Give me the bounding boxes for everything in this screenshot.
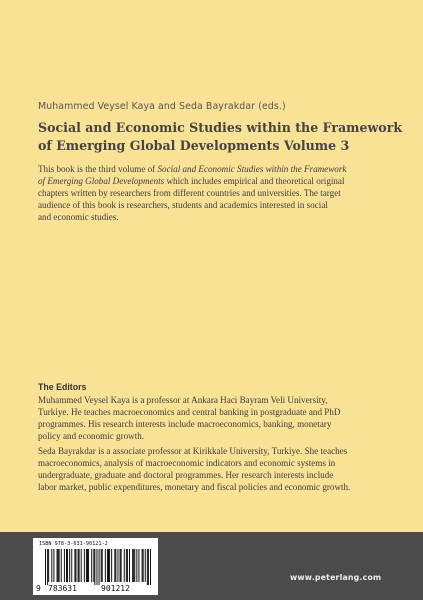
- barcode-bar: [81, 549, 82, 582]
- barcode-bar: [79, 549, 80, 582]
- barcode-bar: [64, 549, 65, 582]
- bio-line: macroeconomics, analysis of macroeconomic indicators and economic systems in: [38, 458, 336, 468]
- barcode-digit-lead: 9: [36, 584, 41, 593]
- barcode-bar: [91, 549, 92, 582]
- barcode-bar: [58, 549, 59, 582]
- description-line: audience of this book is researchers, students and academics interested in social: [38, 200, 328, 210]
- barcode-bar: [88, 549, 89, 582]
- barcode-bar: [145, 549, 146, 582]
- barcode-bar: [96, 549, 97, 585]
- barcode-bar: [51, 549, 52, 582]
- bio-line: undergraduate, graduate and doctoral programmes. Her research interests include: [38, 470, 334, 480]
- barcode-bar: [124, 549, 125, 582]
- barcode-bar: [53, 549, 54, 582]
- barcode-bar: [108, 549, 109, 582]
- barcode-bar: [111, 549, 112, 582]
- description-line: of Emerging Global Developments which includes empirical and theoretical original: [38, 176, 345, 186]
- barcode-bar: [47, 549, 48, 585]
- barcode-icon: [35, 549, 156, 593]
- barcode-bar: [94, 549, 95, 585]
- bio-line: labor market, public expenditures, monetary and fiscal policies and economic growth.: [38, 482, 351, 492]
- editors-heading: The Editors: [38, 382, 87, 392]
- barcode-digits-right: 901212: [101, 584, 130, 593]
- editors-line: Muhammed Veysel Kaya and Seda Bayrakdar (eds.): [38, 101, 286, 112]
- barcode-bar: [61, 549, 62, 582]
- barcode-bar: [109, 549, 110, 582]
- publisher-url[interactable]: www.peterlang.com: [290, 573, 382, 582]
- editor-bio-bayrakdar: [38, 445, 390, 493]
- bio-line: Muhammed Veysel Kaya is a professor at Ankara Haci Bayram Veli University,: [38, 395, 328, 405]
- barcode-bar: [86, 549, 87, 582]
- barcode-bar: [114, 549, 115, 582]
- description-line: chapters written by researchers from different countries and universities. The target: [38, 188, 341, 198]
- title-line-2: of Emerging Global Developments Volume 3: [38, 137, 350, 153]
- barcode-bar: [121, 549, 122, 582]
- barcode-bar: [129, 549, 130, 582]
- barcode-bar: [57, 549, 58, 582]
- barcode-bar: [99, 549, 100, 585]
- barcode-bar: [147, 549, 148, 585]
- description-line: and economic studies.: [38, 212, 119, 222]
- barcode-bar: [115, 549, 116, 582]
- barcode-bar: [148, 549, 149, 585]
- barcode-bar: [105, 549, 106, 582]
- barcode-bar: [102, 549, 103, 582]
- barcode-bar: [134, 549, 135, 582]
- barcode-bar: [132, 549, 133, 582]
- book-description: [38, 163, 390, 223]
- barcode-bar: [107, 549, 108, 582]
- description-line: This book is the third volume of Social and Economic Studies within the Framework: [38, 164, 347, 174]
- book-title: [38, 119, 403, 154]
- bio-line: Seda Bayrakdar is a associate professor at Kirikkale University, Turkiye. She teaches: [38, 446, 348, 456]
- isbn-barcode: [33, 538, 158, 595]
- barcode-bar: [120, 549, 121, 582]
- barcode-bar: [133, 549, 134, 582]
- barcode-bar: [59, 549, 60, 582]
- barcode-bar: [71, 549, 72, 582]
- barcode-bar: [127, 549, 128, 582]
- barcode-bar: [69, 549, 70, 582]
- bio-line: policy and economic growth.: [38, 431, 145, 441]
- barcode-bar: [138, 549, 139, 582]
- barcode-digits-left: 783631: [48, 584, 77, 593]
- barcode-bar: [66, 549, 67, 582]
- isbn-number: ISBN 978-3-631-90121-2: [39, 541, 108, 547]
- barcode-bar: [93, 549, 94, 582]
- barcode-bar: [143, 549, 144, 582]
- title-line-1: Social and Economic Studies within the Framework: [38, 120, 403, 135]
- bio-line: programmes. His research interests include macroeconomics, banking, monetary: [38, 419, 332, 429]
- barcode-bar: [45, 549, 46, 585]
- barcode-bar: [87, 549, 88, 582]
- bio-line: Turkiye. He teaches macroeconomics and central banking in postgraduate and PhD: [38, 407, 341, 417]
- barcode-bar: [67, 549, 68, 582]
- barcode-bar: [101, 549, 102, 582]
- barcode-bar: [84, 549, 85, 582]
- barcode-bar: [117, 549, 118, 582]
- barcode-bar: [78, 549, 79, 582]
- barcode-bar: [126, 549, 127, 582]
- barcode-bar: [48, 549, 49, 582]
- barcode-bar: [136, 549, 137, 582]
- barcode-bar: [74, 549, 75, 582]
- barcode-bar: [142, 549, 143, 582]
- editor-bio-kaya: [38, 394, 390, 442]
- barcode-bar: [75, 549, 76, 582]
- barcode-bar: [150, 549, 151, 585]
